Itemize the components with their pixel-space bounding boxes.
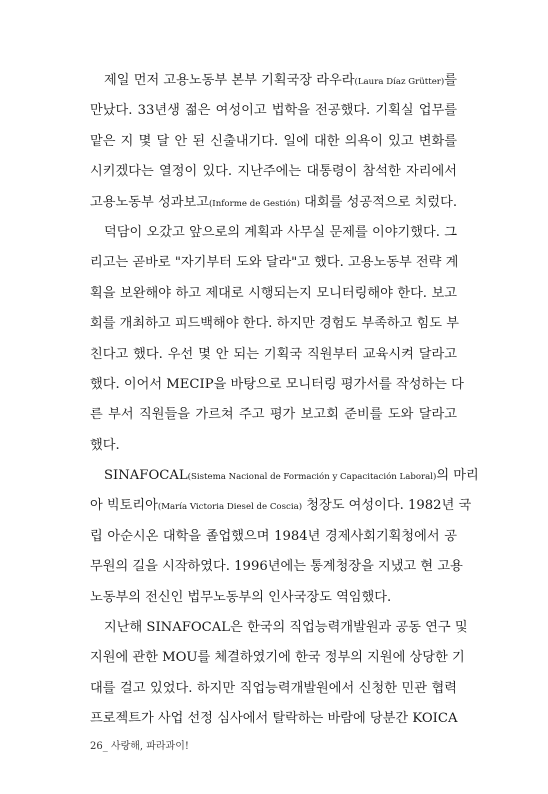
text-line: 덕담이 오갔고 앞으로의 계획과 사무실 문제를 이야기했다. 그 (104, 224, 457, 240)
text-line: 프로젝트가 사업 선정 심사에서 탈락하는 바람에 당분간 KOICA (90, 711, 458, 727)
text-line: 아 빅토리아(María Victoria Diesel de Coscia) 청장도 여성이다. 1982년 국 (90, 498, 472, 514)
text-line: 립 아순시온 대학을 졸업했으며 1984년 경제사회기획청에서 공 (90, 528, 457, 544)
text-line: 친다고 했다. 우선 몇 안 되는 기획국 직원부터 교육시켜 달라고 (90, 346, 457, 362)
text-line: 지원에 관한 MOU를 체결하였기에 한국 정부의 지원에 상당한 기 (90, 650, 465, 666)
text-line: 회를 개최하고 피드백해야 한다. 하지만 경험도 부족하고 힘도 부 (90, 316, 459, 332)
page-footer: 26_ 사랑해, 파라과이! (90, 741, 189, 752)
text-line: 무원의 길을 시작하였다. 1996년에는 통계청장을 지냈고 현 고용 (90, 559, 463, 575)
text-line: 했다. (90, 437, 120, 453)
text-line: 했다. 이어서 MECIP을 바탕으로 모니터링 평가서를 작성하는 다 (90, 376, 464, 392)
text-line: 시키겠다는 열정이 있다. 지난주에는 대통령이 참석한 자리에서 (90, 164, 457, 180)
text-line: 지난해 SINAFOCAL은 한국의 직업능력개발원과 공동 연구 및 (104, 620, 468, 636)
text-line: 맡은 지 몇 달 안 된 신출내기다. 일에 대한 의욕이 있고 변화를 (90, 133, 457, 149)
text-line: 노동부의 전신인 법무노동부의 인사국장도 역임했다. (90, 589, 392, 605)
text-line: 른 부서 직원들을 가르쳐 주고 평가 보고회 준비를 도와 달라고 (90, 407, 457, 423)
body-text (90, 66, 479, 735)
text-line: 고용노동부 성과보고(Informe de Gestión) 대회를 성공적으로 치렀다. (90, 194, 458, 210)
text-line: 제일 먼저 고용노동부 본부 기획국장 라우라(Laura Díaz Grütter)를 (104, 73, 458, 88)
text-line: SINAFOCAL(Sistema Nacional de Formación y Capacitación Laboral)의 마리 (104, 468, 479, 484)
text-line: 만났다. 33년생 젊은 여성이고 법학을 전공했다. 기획실 업무를 (90, 103, 457, 119)
text-line: 획을 보완해야 하고 제대로 시행되는지 모니터링해야 한다. 보고 (90, 285, 457, 301)
text-line: 리고는 곧바로 "자기부터 도와 달라"고 했다. 고용노동부 전략 계 (90, 255, 459, 271)
text-line: 대를 걸고 있었다. 하지만 직업능력개발원에서 신청한 민관 협력 (90, 680, 457, 696)
